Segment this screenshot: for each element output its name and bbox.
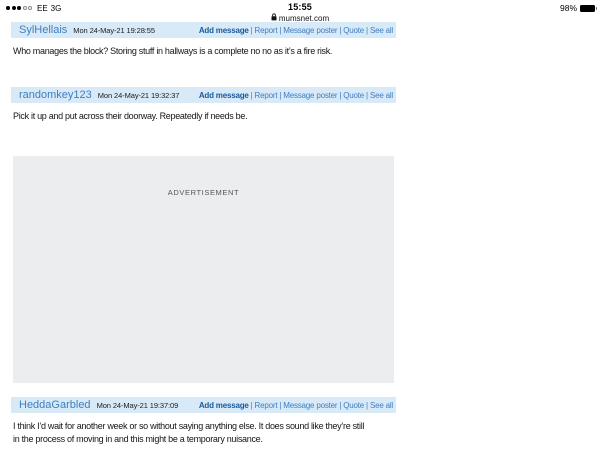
post-body-text: [13, 45, 600, 58]
link-separator: |: [339, 400, 342, 410]
link-separator: |: [366, 25, 368, 35]
see-all-link[interactable]: See all: [369, 90, 393, 100]
link-separator: |: [366, 90, 368, 100]
quote-link[interactable]: Quote: [343, 90, 365, 100]
report-link[interactable]: Report: [254, 90, 278, 100]
see-all-link[interactable]: See all: [369, 25, 393, 35]
post-header-bar: [11, 397, 396, 413]
link-separator: |: [279, 25, 282, 35]
report-link[interactable]: Report: [254, 400, 278, 410]
link-separator: |: [250, 400, 253, 410]
post-body-line: Pick it up and put across their doorway. Repeatedly if needs be.: [13, 111, 248, 121]
link-separator: |: [366, 400, 368, 410]
report-link[interactable]: Report: [254, 25, 278, 35]
post-body-line: in the process of moving in and this might be a temporary nuisance.: [13, 434, 263, 444]
see-all-link[interactable]: See all: [369, 400, 393, 410]
add-message-link[interactable]: Add message: [198, 400, 249, 410]
quote-link[interactable]: Quote: [343, 400, 365, 410]
carrier-label: EE: [37, 3, 48, 13]
post-body-text: [13, 110, 600, 123]
post: [0, 397, 600, 446]
address-bar-url: mumsnet.com: [278, 13, 330, 23]
clock: 15:55: [287, 2, 313, 12]
status-center: [0, 0, 600, 23]
link-separator: |: [339, 90, 342, 100]
add-message-link[interactable]: Add message: [198, 90, 249, 100]
link-separator: |: [250, 90, 253, 100]
post-body-line: I think I’d wait for another week or so without saying anything else. It does sound like they’re still: [13, 421, 365, 431]
post: [0, 87, 600, 123]
status-right: [560, 3, 595, 13]
add-message-link[interactable]: Add message: [198, 25, 249, 35]
link-separator: |: [339, 25, 342, 35]
post-author-link[interactable]: SylHellais: [19, 24, 68, 36]
post: [0, 22, 600, 58]
link-separator: |: [279, 400, 282, 410]
post-author-link[interactable]: HeddaGarbled: [19, 399, 91, 411]
battery-percent-label: 98%: [559, 3, 577, 13]
post-header-bar: [11, 87, 396, 103]
post-actions: [199, 91, 393, 100]
post-actions: [199, 401, 393, 410]
network-type-label: 3G: [50, 3, 62, 13]
post-header-bar: [11, 22, 396, 38]
quote-link[interactable]: Quote: [343, 25, 365, 35]
status-bar: [0, 0, 600, 21]
message-poster-link[interactable]: Message poster: [283, 90, 338, 100]
post-timestamp: Mon 24-May-21 19:28:55: [73, 25, 155, 35]
link-separator: |: [279, 90, 282, 100]
battery-icon: [580, 5, 595, 12]
advertisement-label: ADVERTISEMENT: [167, 188, 240, 197]
link-separator: |: [250, 25, 253, 35]
advertisement-box: [13, 156, 394, 383]
post-body-line: Who manages the block? Storing stuff in hallways is a complete no no as it’s a fire risk.: [13, 46, 333, 56]
message-poster-link[interactable]: Message poster: [283, 400, 338, 410]
post-author-link[interactable]: randomkey123: [19, 89, 92, 101]
message-poster-link[interactable]: Message poster: [283, 25, 338, 35]
post-body-text: [13, 420, 600, 446]
post-timestamp: Mon 24-May-21 19:37:09: [96, 400, 179, 410]
post-actions: [199, 26, 393, 35]
post-timestamp: Mon 24-May-21 19:32:37: [97, 90, 180, 100]
